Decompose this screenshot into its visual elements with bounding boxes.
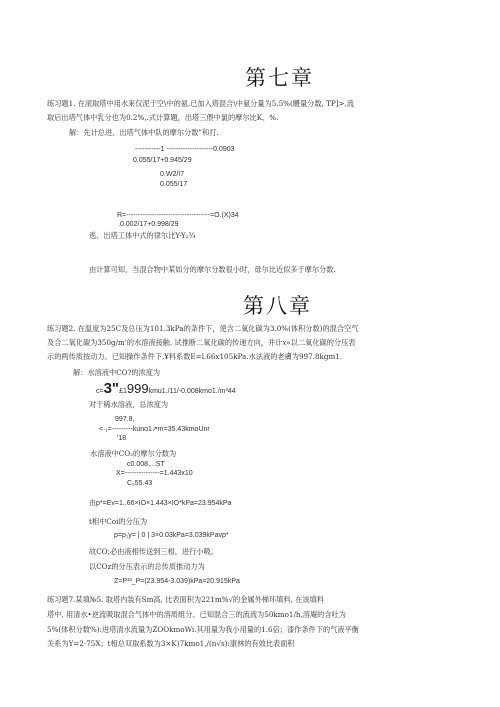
formula-big-3: 3" (103, 380, 120, 397)
ch8-exercise7-line4: 关系为Y=2·75X；t相总双取系数为3×K)7kmo1,/(n√s):康林的有效比表面积 (47, 639, 295, 648)
ch7-formula2-denominator: 0.055/17 (160, 181, 188, 188)
ch8-exercise7-line2: 塔中, 用清水•逆流吸取混合气体中的溶质组分。已知混合三的流流为50kmo1/h,溶庵的含吐为 (47, 610, 346, 619)
ch8-exercise2-line2: 及合二氧化碳为350g/m'的水溶液接触. 试推断二氧化碳的传递方向，并计𝑥«以二氧化碳的分压表 (47, 338, 356, 347)
ch7-formula3-main: R=------------------------------------=O.(X)34 (117, 212, 239, 219)
ch8-eq2-bottom: C₂55.43 (127, 480, 153, 487)
ch8-exercise2-line3: 示的两传质按动力。已知操作条件下,¥料系数E=l.66x105kPa.水法液的老膚为997.8kgm1. (47, 352, 343, 361)
ch8-solution-co2-concentration: 解：水溶液中CO?的浓度为 (73, 368, 161, 377)
formula-big-999: 999 (126, 381, 149, 396)
ch7-formula1-denominator: 0.055/17+0.945/29 (133, 157, 192, 164)
ch8-eq2-main: X=---------------=1.443x10 (116, 470, 193, 477)
ch8-exercise2-line1: 练习题2. 在温度为25C及总压为101.3kPa的条件下，使含二氧化碳为3.0%(体积分数)的混合空气 (47, 324, 359, 333)
ch8-mole-fraction-intro: 水溶液中CO₂的摩尔分数为 (90, 449, 177, 458)
ch8-total-concentration-intro: 对于稀水溶液，总浓度为 (89, 400, 169, 409)
ch7-conclusion: 由计算可知，当混合物中某如分的摩尔分数很小时，毋尔比近似多于摩尔分数. (89, 265, 336, 274)
chapter7-title: 第七章 (245, 66, 314, 90)
ch7-formula2-numerator: 0.W2/I7 (160, 171, 185, 178)
ch7-formula3-denominator: .0.002/17+0.998/29 (118, 221, 179, 228)
ch8-eq3: p=p₁y= | 0 | 3×0.03kPa=3.039kPavp* (114, 532, 229, 539)
ch7-exercise1-line2: 取后出塔气体中乳分也为0.2%,.式计算題，出塔三偎中氯的摩尔比K、%. (47, 113, 279, 122)
ch7-inlet-outlet-ratio: 逃、出塔工体中式的律尔比Y-Y₂¾ (89, 231, 196, 240)
chapter8-title: 第八章 (243, 294, 312, 318)
ch8-eq2-top: c0.008,...ST (127, 461, 165, 468)
ch8-gas-partial-pressure-intro: t相中Coi的分压为 (89, 517, 148, 526)
ch7-solution-intro: 解：先计总进、出塔气体中队的摩尔分数”和打. (69, 128, 219, 137)
ch7-exercise1-line1: 练习题1. 在滚取塔中用水來仅泥于空\中的氨.已加入塔混合\中氨分量为5.5%(體量分数, TP]>,流 (47, 99, 355, 108)
ch8-eq1-top: 997.8, (115, 416, 135, 423)
ch8-driving-force-intro: 以COz的分压表示的总传质推动力为 (89, 562, 205, 571)
formula-prefix: c= (96, 388, 104, 395)
ch8-exercise7-line1: 练习题7.某填№5. 取塔内装有Sm高, 比表面积为221m%√的金属外梯环填料, 在该填料 (47, 595, 324, 604)
ch8-exercise7-line3: 5%(体积分数%):进塔清水流量为ZOOkmoWi.其用量为我小用量的1.6倍；漆作条件下的气液平衡 (47, 625, 359, 634)
ch8-transfer-direction: 故CO;必由液相传送到三相，进行小吸。 (89, 547, 218, 556)
ch7-formula1-numerator: -----------1 --------------------0.0903 (135, 146, 235, 153)
ch8-eq1-bottom: '18 (117, 435, 127, 442)
ch8-equilibrium-pressure: 由p*=Ev=1..66×IO×1.443×IO*kPa=23.954kPa (89, 500, 232, 507)
ch8-concentration-formula (96, 378, 236, 397)
ch8-eq4: Z=P³³_P=(23.954-3.039)kPa=20.915kPa (114, 578, 240, 585)
formula-mid: £1 (119, 388, 127, 395)
ch8-eq1-main: <·₁=---------kuno1↗m=35.43kmoUnr (99, 426, 210, 433)
formula-suffix: kmu1./11/-0.008kmo1./m³44 (148, 388, 236, 395)
